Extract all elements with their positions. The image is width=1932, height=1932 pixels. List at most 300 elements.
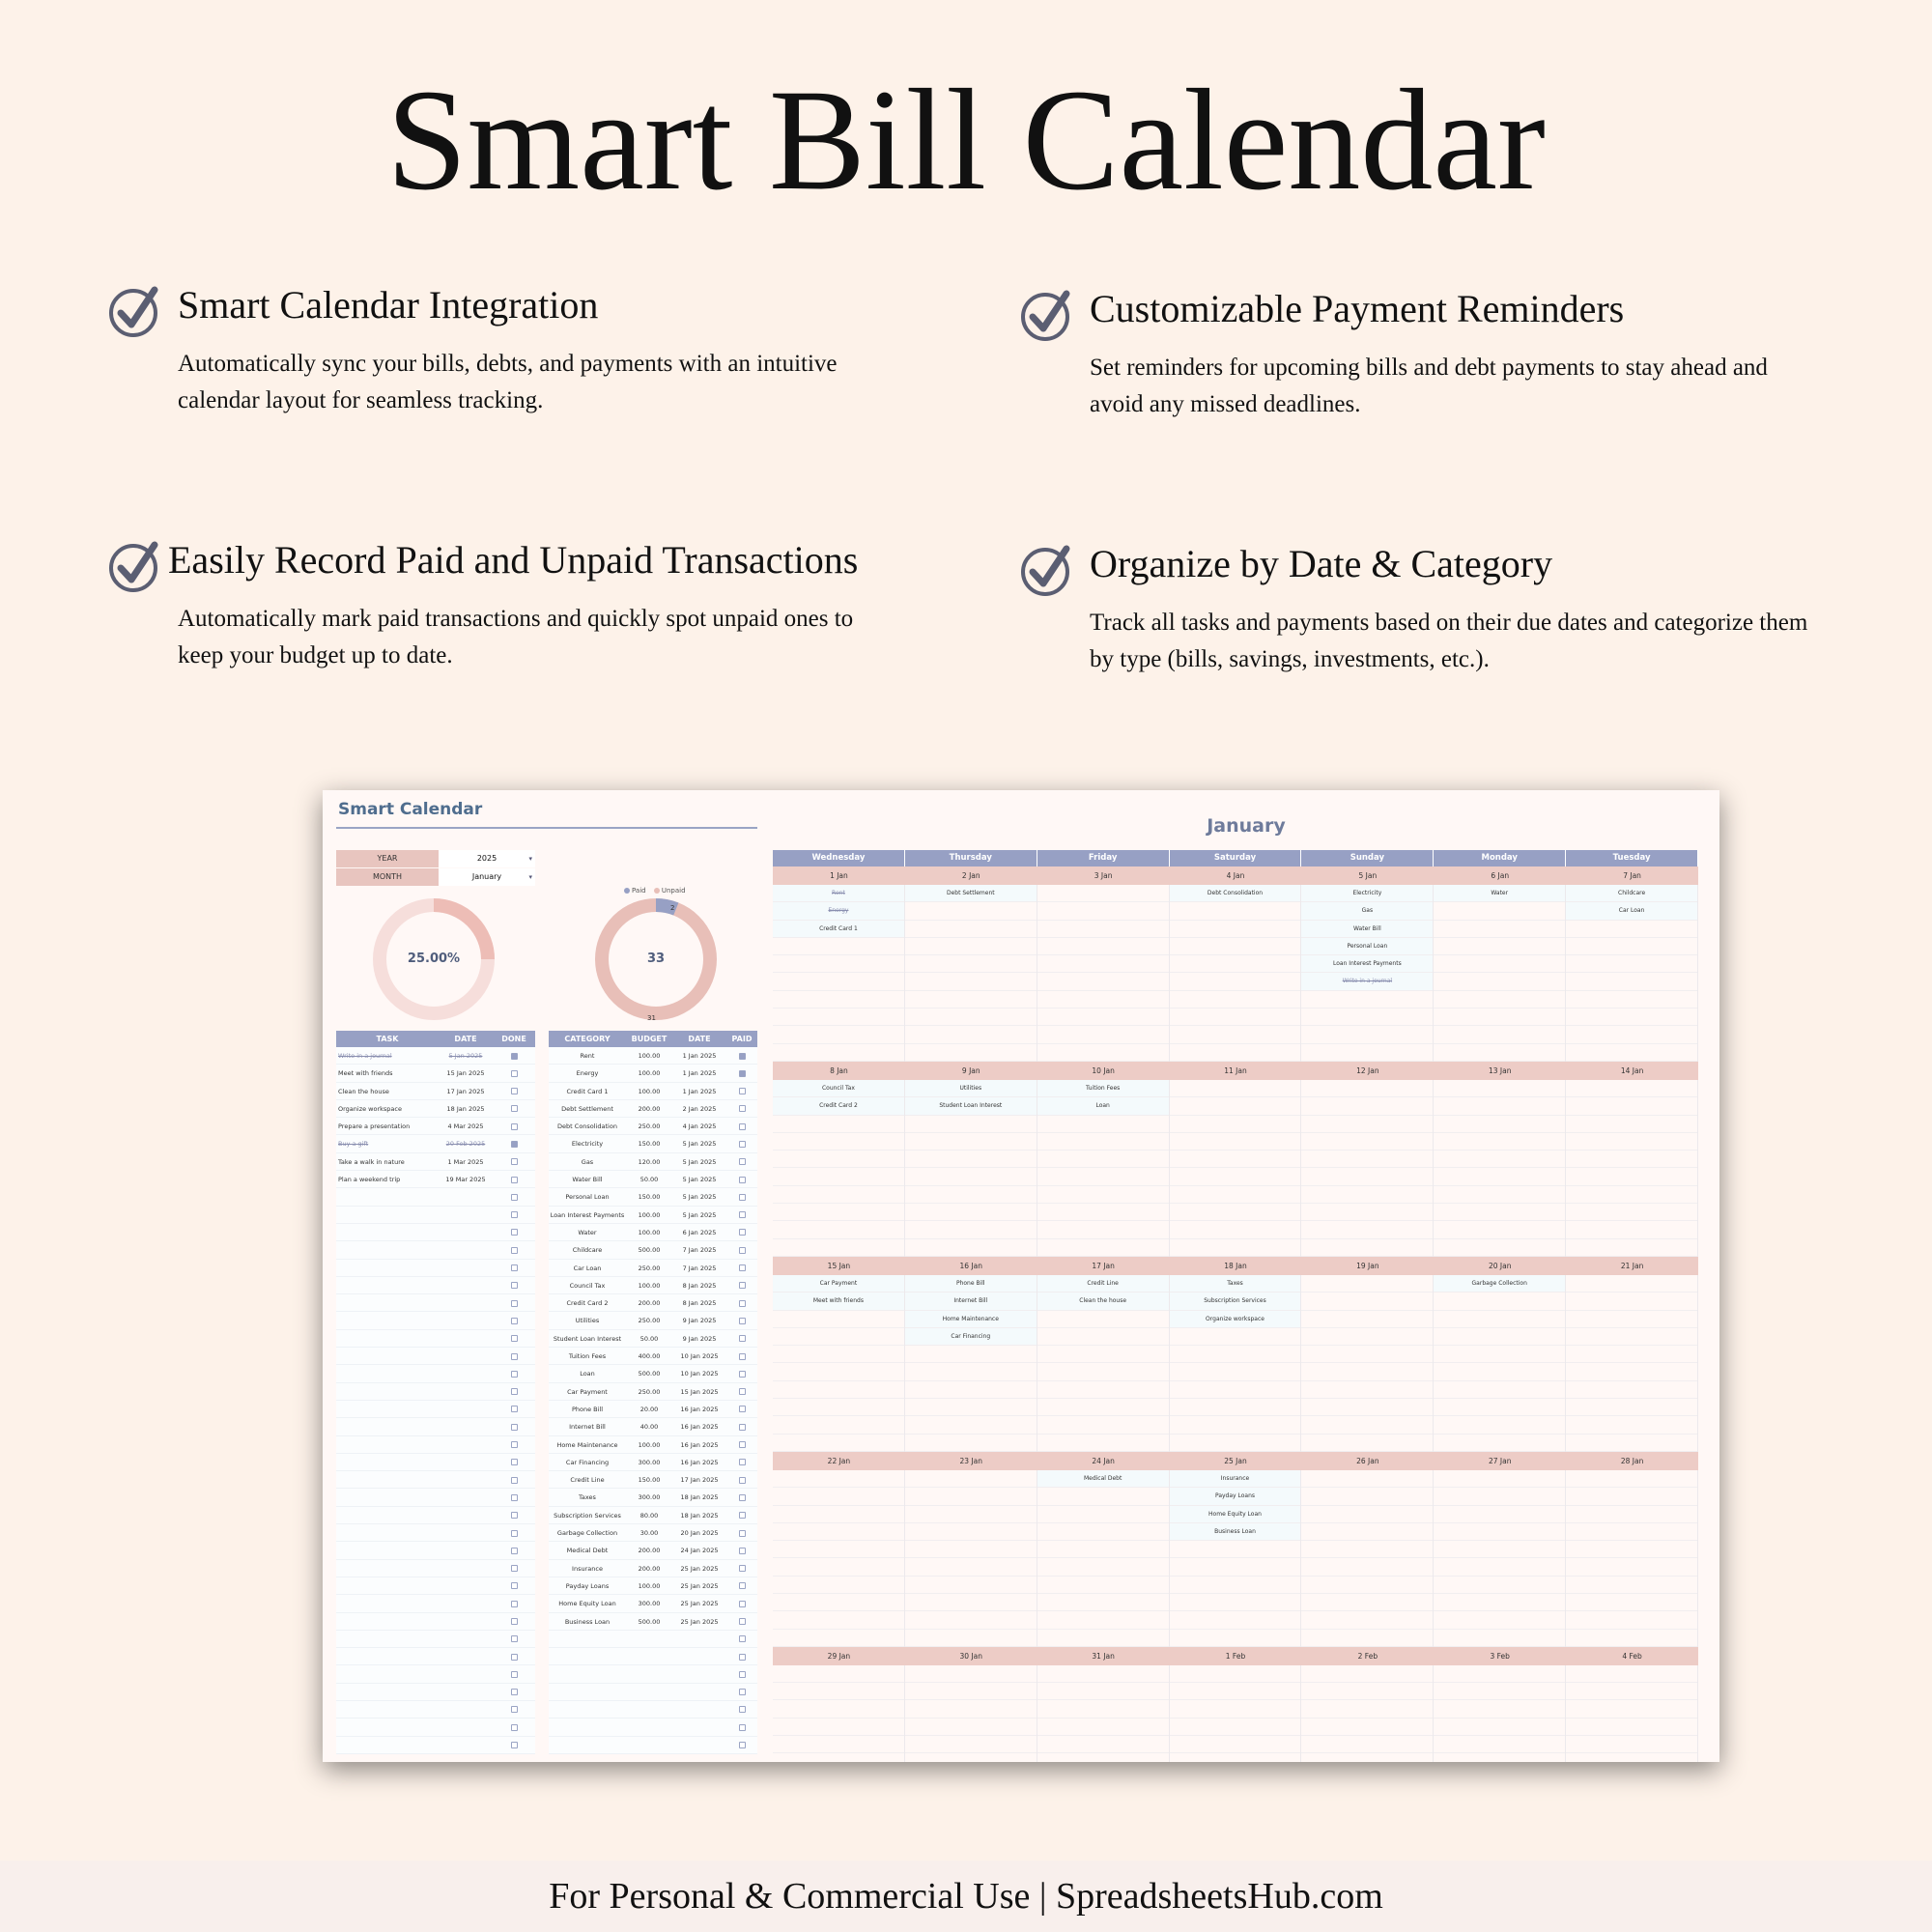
paid-checkbox[interactable] (739, 1388, 746, 1395)
calendar-cell[interactable] (1434, 1577, 1565, 1594)
calendar-cell[interactable] (1434, 1363, 1565, 1380)
calendar-cell[interactable] (1434, 1558, 1565, 1576)
calendar-entry[interactable]: Rent (773, 885, 904, 902)
paid-checkbox[interactable] (739, 1177, 746, 1183)
calendar-cell[interactable] (1037, 1133, 1169, 1151)
calendar-cell[interactable] (1037, 938, 1169, 955)
calendar-cell[interactable] (1170, 1204, 1301, 1221)
calendar-cell[interactable] (1566, 1416, 1697, 1434)
calendar-cell[interactable] (1037, 1311, 1169, 1328)
done-checkbox[interactable] (511, 1194, 518, 1201)
paid-checkbox[interactable] (739, 1123, 746, 1130)
calendar-cell[interactable] (1434, 991, 1565, 1009)
calendar-cell[interactable] (773, 1186, 904, 1204)
paid-checkbox[interactable] (739, 1105, 746, 1112)
calendar-cell[interactable] (1566, 1523, 1697, 1541)
calendar-cell[interactable] (1037, 1151, 1169, 1168)
calendar-cell[interactable] (1301, 1577, 1433, 1594)
calendar-cell[interactable] (905, 1665, 1037, 1683)
calendar-cell[interactable] (773, 1026, 904, 1043)
done-checkbox[interactable] (511, 1211, 518, 1218)
calendar-cell[interactable] (773, 1044, 904, 1062)
calendar-cell[interactable] (1566, 1700, 1697, 1718)
calendar-entry[interactable]: Business Loan (1170, 1523, 1301, 1541)
calendar-cell[interactable] (1566, 1328, 1697, 1346)
calendar-cell[interactable] (1170, 973, 1301, 990)
calendar-cell[interactable] (1170, 938, 1301, 955)
paid-checkbox[interactable] (739, 1654, 746, 1661)
calendar-cell[interactable] (905, 1381, 1037, 1399)
calendar-entry[interactable]: Payday Loans (1170, 1488, 1301, 1505)
done-checkbox[interactable] (511, 1388, 518, 1395)
calendar-cell[interactable] (1434, 1665, 1565, 1683)
calendar-cell[interactable] (773, 1523, 904, 1541)
calendar-cell[interactable] (905, 973, 1037, 990)
paid-checkbox[interactable] (739, 1053, 746, 1060)
calendar-cell[interactable] (1434, 1594, 1565, 1611)
calendar-cell[interactable] (1301, 1719, 1433, 1736)
year-dropdown[interactable]: 2025 ▾ (439, 850, 535, 867)
calendar-cell[interactable] (1434, 973, 1565, 990)
calendar-cell[interactable] (905, 1044, 1037, 1062)
calendar-cell[interactable] (1037, 1488, 1169, 1505)
calendar-cell[interactable] (1434, 1221, 1565, 1238)
calendar-cell[interactable] (1301, 1399, 1433, 1416)
paid-checkbox[interactable] (739, 1441, 746, 1448)
calendar-cell[interactable] (1566, 1665, 1697, 1683)
calendar-cell[interactable] (1037, 1541, 1169, 1558)
calendar-cell[interactable] (1170, 991, 1301, 1009)
calendar-entry[interactable]: Meet with friends (773, 1293, 904, 1310)
calendar-cell[interactable] (1301, 1558, 1433, 1576)
calendar-cell[interactable] (1037, 1719, 1169, 1736)
calendar-cell[interactable] (1301, 1221, 1433, 1238)
paid-checkbox[interactable] (739, 1406, 746, 1412)
calendar-cell[interactable] (1170, 1665, 1301, 1683)
calendar-cell[interactable] (1566, 1133, 1697, 1151)
calendar-cell[interactable] (1566, 955, 1697, 973)
done-checkbox[interactable] (511, 1618, 518, 1625)
calendar-cell[interactable] (1037, 1186, 1169, 1204)
calendar-cell[interactable] (1434, 902, 1565, 920)
calendar-cell[interactable] (905, 1753, 1037, 1762)
calendar-cell[interactable] (773, 1541, 904, 1558)
calendar-entry[interactable]: Debt Consolidation (1170, 885, 1301, 902)
done-checkbox[interactable] (511, 1477, 518, 1484)
calendar-cell[interactable] (1434, 1470, 1565, 1488)
calendar-cell[interactable] (1037, 1700, 1169, 1718)
calendar-entry[interactable]: Car Financing (905, 1328, 1037, 1346)
calendar-cell[interactable] (1566, 1736, 1697, 1753)
calendar-entry[interactable]: Internet Bill (905, 1293, 1037, 1310)
paid-checkbox[interactable] (739, 1300, 746, 1307)
calendar-cell[interactable] (1301, 1328, 1433, 1346)
paid-checkbox[interactable] (739, 1353, 746, 1360)
calendar-cell[interactable] (1566, 1116, 1697, 1133)
calendar-cell[interactable] (1434, 1541, 1565, 1558)
calendar-cell[interactable] (1434, 1239, 1565, 1257)
calendar-cell[interactable] (1566, 1488, 1697, 1505)
calendar-cell[interactable] (1170, 1541, 1301, 1558)
calendar-cell[interactable] (773, 1719, 904, 1736)
calendar-cell[interactable] (1434, 1080, 1565, 1097)
calendar-cell[interactable] (1301, 1239, 1433, 1257)
calendar-entry[interactable]: Loan Interest Payments (1301, 955, 1433, 973)
paid-checkbox[interactable] (739, 1229, 746, 1236)
calendar-cell[interactable] (905, 955, 1037, 973)
calendar-cell[interactable] (905, 1523, 1037, 1541)
calendar-cell[interactable] (1301, 1026, 1433, 1043)
calendar-cell[interactable] (1301, 1044, 1433, 1062)
calendar-cell[interactable] (1170, 1577, 1301, 1594)
calendar-cell[interactable] (905, 1611, 1037, 1629)
calendar-cell[interactable] (1434, 1151, 1565, 1168)
calendar-cell[interactable] (773, 1558, 904, 1576)
calendar-cell[interactable] (773, 1435, 904, 1452)
calendar-cell[interactable] (905, 1221, 1037, 1238)
calendar-cell[interactable] (773, 1416, 904, 1434)
calendar-cell[interactable] (773, 1594, 904, 1611)
paid-checkbox[interactable] (739, 1194, 746, 1201)
calendar-cell[interactable] (773, 1683, 904, 1700)
paid-checkbox[interactable] (739, 1211, 746, 1218)
calendar-cell[interactable] (905, 1346, 1037, 1363)
calendar-cell[interactable] (1566, 921, 1697, 938)
calendar-cell[interactable] (1170, 1611, 1301, 1629)
calendar-cell[interactable] (1037, 1026, 1169, 1043)
calendar-cell[interactable] (773, 1665, 904, 1683)
done-checkbox[interactable] (511, 1053, 518, 1060)
paid-checkbox[interactable] (739, 1742, 746, 1748)
calendar-cell[interactable] (1037, 1753, 1169, 1762)
done-checkbox[interactable] (511, 1635, 518, 1642)
paid-checkbox[interactable] (739, 1582, 746, 1589)
done-checkbox[interactable] (511, 1141, 518, 1148)
calendar-cell[interactable] (1037, 973, 1169, 990)
done-checkbox[interactable] (511, 1318, 518, 1324)
calendar-cell[interactable] (1566, 1097, 1697, 1115)
calendar-cell[interactable] (1566, 1594, 1697, 1611)
calendar-cell[interactable] (1170, 1133, 1301, 1151)
calendar-entry[interactable]: Utilities (905, 1080, 1037, 1097)
calendar-entry[interactable]: Clean the house (1037, 1293, 1169, 1310)
paid-checkbox[interactable] (739, 1158, 746, 1165)
calendar-cell[interactable] (1037, 902, 1169, 920)
calendar-cell[interactable] (905, 1435, 1037, 1452)
calendar-cell[interactable] (1170, 1044, 1301, 1062)
calendar-cell[interactable] (905, 1239, 1037, 1257)
calendar-cell[interactable] (1566, 1363, 1697, 1380)
calendar-entry[interactable]: Childcare (1566, 885, 1697, 902)
calendar-cell[interactable] (1170, 902, 1301, 920)
calendar-cell[interactable] (1566, 973, 1697, 990)
calendar-cell[interactable] (1037, 1239, 1169, 1257)
calendar-cell[interactable] (1170, 1328, 1301, 1346)
calendar-cell[interactable] (1301, 1186, 1433, 1204)
calendar-cell[interactable] (1434, 1719, 1565, 1736)
calendar-cell[interactable] (1037, 1736, 1169, 1753)
calendar-cell[interactable] (905, 921, 1037, 938)
calendar-cell[interactable] (1301, 991, 1433, 1009)
calendar-cell[interactable] (1566, 1009, 1697, 1026)
calendar-cell[interactable] (905, 1133, 1037, 1151)
calendar-entry[interactable]: Medical Debt (1037, 1470, 1169, 1488)
done-checkbox[interactable] (511, 1177, 518, 1183)
calendar-cell[interactable] (1037, 885, 1169, 902)
calendar-cell[interactable] (773, 1346, 904, 1363)
calendar-cell[interactable] (1037, 1399, 1169, 1416)
paid-checkbox[interactable] (739, 1724, 746, 1731)
done-checkbox[interactable] (511, 1441, 518, 1448)
paid-checkbox[interactable] (739, 1424, 746, 1431)
calendar-cell[interactable] (1170, 1151, 1301, 1168)
calendar-cell[interactable] (1301, 1204, 1433, 1221)
paid-checkbox[interactable] (739, 1282, 746, 1289)
done-checkbox[interactable] (511, 1300, 518, 1307)
calendar-cell[interactable] (1301, 1168, 1433, 1185)
done-checkbox[interactable] (511, 1459, 518, 1465)
calendar-cell[interactable] (1170, 1416, 1301, 1434)
calendar-cell[interactable] (1434, 1293, 1565, 1310)
calendar-cell[interactable] (1170, 1239, 1301, 1257)
done-checkbox[interactable] (511, 1689, 518, 1695)
calendar-cell[interactable] (1566, 1399, 1697, 1416)
calendar-cell[interactable] (1301, 1133, 1433, 1151)
paid-checkbox[interactable] (739, 1494, 746, 1501)
calendar-cell[interactable] (1434, 1133, 1565, 1151)
calendar-cell[interactable] (1301, 1435, 1433, 1452)
calendar-cell[interactable] (1037, 1381, 1169, 1399)
done-checkbox[interactable] (511, 1247, 518, 1254)
calendar-cell[interactable] (773, 1133, 904, 1151)
calendar-cell[interactable] (1170, 1719, 1301, 1736)
calendar-cell[interactable] (905, 1363, 1037, 1380)
calendar-cell[interactable] (773, 1630, 904, 1647)
calendar-cell[interactable] (1301, 1611, 1433, 1629)
calendar-cell[interactable] (773, 1611, 904, 1629)
calendar-cell[interactable] (773, 1009, 904, 1026)
calendar-cell[interactable] (1037, 1435, 1169, 1452)
calendar-cell[interactable] (773, 1328, 904, 1346)
paid-checkbox[interactable] (739, 1671, 746, 1678)
calendar-cell[interactable] (1301, 1116, 1433, 1133)
calendar-cell[interactable] (1037, 1523, 1169, 1541)
calendar-cell[interactable] (1434, 1753, 1565, 1762)
calendar-cell[interactable] (1434, 1116, 1565, 1133)
calendar-cell[interactable] (1301, 1311, 1433, 1328)
calendar-cell[interactable] (1301, 1363, 1433, 1380)
paid-checkbox[interactable] (739, 1371, 746, 1378)
done-checkbox[interactable] (511, 1335, 518, 1342)
calendar-cell[interactable] (1170, 1558, 1301, 1576)
calendar-entry[interactable]: Car Loan (1566, 902, 1697, 920)
calendar-cell[interactable] (1037, 1328, 1169, 1346)
calendar-cell[interactable] (1301, 1736, 1433, 1753)
paid-checkbox[interactable] (739, 1318, 746, 1324)
paid-checkbox[interactable] (739, 1706, 746, 1713)
calendar-cell[interactable] (773, 1311, 904, 1328)
calendar-cell[interactable] (773, 1399, 904, 1416)
calendar-cell[interactable] (773, 1381, 904, 1399)
calendar-entry[interactable]: Water Bill (1301, 921, 1433, 938)
calendar-cell[interactable] (1566, 1204, 1697, 1221)
calendar-cell[interactable] (905, 1026, 1037, 1043)
calendar-cell[interactable] (905, 1488, 1037, 1505)
calendar-entry[interactable]: Credit Card 1 (773, 921, 904, 938)
calendar-cell[interactable] (1301, 1151, 1433, 1168)
calendar-cell[interactable] (773, 1221, 904, 1238)
calendar-cell[interactable] (905, 1558, 1037, 1576)
calendar-cell[interactable] (1566, 1221, 1697, 1238)
calendar-cell[interactable] (1170, 1381, 1301, 1399)
done-checkbox[interactable] (511, 1724, 518, 1731)
calendar-cell[interactable] (1037, 1577, 1169, 1594)
done-checkbox[interactable] (511, 1088, 518, 1094)
calendar-entry[interactable]: Gas (1301, 902, 1433, 920)
calendar-cell[interactable] (773, 991, 904, 1009)
calendar-entry[interactable]: Subscription Services (1170, 1293, 1301, 1310)
calendar-entry[interactable]: Loan (1037, 1097, 1169, 1115)
calendar-cell[interactable] (1037, 1594, 1169, 1611)
paid-checkbox[interactable] (739, 1530, 746, 1537)
calendar-cell[interactable] (1434, 1168, 1565, 1185)
calendar-cell[interactable] (1037, 1204, 1169, 1221)
calendar-entry[interactable]: Water (1434, 885, 1565, 902)
calendar-entry[interactable]: Taxes (1170, 1275, 1301, 1293)
calendar-entry[interactable]: Student Loan Interest (905, 1097, 1037, 1115)
calendar-cell[interactable] (905, 902, 1037, 920)
calendar-cell[interactable] (1566, 1026, 1697, 1043)
paid-checkbox[interactable] (739, 1335, 746, 1342)
done-checkbox[interactable] (511, 1105, 518, 1112)
calendar-cell[interactable] (1170, 1026, 1301, 1043)
paid-checkbox[interactable] (739, 1459, 746, 1465)
calendar-cell[interactable] (1037, 1665, 1169, 1683)
calendar-cell[interactable] (1037, 1558, 1169, 1576)
calendar-cell[interactable] (1566, 1151, 1697, 1168)
calendar-cell[interactable] (1301, 1080, 1433, 1097)
calendar-cell[interactable] (1037, 1346, 1169, 1363)
paid-checkbox[interactable] (739, 1247, 746, 1254)
calendar-cell[interactable] (1434, 1630, 1565, 1647)
paid-checkbox[interactable] (739, 1512, 746, 1519)
calendar-cell[interactable] (905, 1399, 1037, 1416)
calendar-cell[interactable] (1434, 1736, 1565, 1753)
calendar-cell[interactable] (1037, 1683, 1169, 1700)
calendar-cell[interactable] (1434, 1506, 1565, 1523)
calendar-cell[interactable] (905, 1736, 1037, 1753)
calendar-cell[interactable] (1566, 1293, 1697, 1310)
calendar-cell[interactable] (1301, 1665, 1433, 1683)
paid-checkbox[interactable] (739, 1689, 746, 1695)
calendar-cell[interactable] (905, 1700, 1037, 1718)
calendar-cell[interactable] (1170, 1116, 1301, 1133)
calendar-cell[interactable] (1170, 1700, 1301, 1718)
calendar-cell[interactable] (1037, 1416, 1169, 1434)
calendar-cell[interactable] (1434, 1399, 1565, 1416)
calendar-entry[interactable]: Phone Bill (905, 1275, 1037, 1293)
calendar-cell[interactable] (1301, 1275, 1433, 1293)
calendar-cell[interactable] (1170, 1630, 1301, 1647)
calendar-cell[interactable] (1434, 1026, 1565, 1043)
calendar-entry[interactable]: Credit Card 2 (773, 1097, 904, 1115)
paid-checkbox[interactable] (739, 1264, 746, 1271)
done-checkbox[interactable] (511, 1671, 518, 1678)
calendar-cell[interactable] (1434, 1204, 1565, 1221)
calendar-entry[interactable]: Garbage Collection (1434, 1275, 1565, 1293)
calendar-entry[interactable]: Write in a journal (1301, 973, 1433, 990)
calendar-entry[interactable]: Car Payment (773, 1275, 904, 1293)
done-checkbox[interactable] (511, 1706, 518, 1713)
calendar-cell[interactable] (1301, 1523, 1433, 1541)
calendar-cell[interactable] (1037, 1044, 1169, 1062)
calendar-cell[interactable] (905, 1116, 1037, 1133)
calendar-cell[interactable] (1301, 1009, 1433, 1026)
calendar-cell[interactable] (1566, 1275, 1697, 1293)
calendar-cell[interactable] (1566, 1506, 1697, 1523)
calendar-cell[interactable] (1566, 1311, 1697, 1328)
calendar-cell[interactable] (1301, 1293, 1433, 1310)
calendar-cell[interactable] (1170, 1399, 1301, 1416)
calendar-cell[interactable] (773, 1151, 904, 1168)
calendar-cell[interactable] (1566, 1435, 1697, 1452)
calendar-cell[interactable] (1301, 1381, 1433, 1399)
done-checkbox[interactable] (511, 1229, 518, 1236)
calendar-cell[interactable] (773, 1700, 904, 1718)
calendar-cell[interactable] (1566, 1683, 1697, 1700)
paid-checkbox[interactable] (739, 1548, 746, 1554)
calendar-cell[interactable] (1037, 1506, 1169, 1523)
calendar-cell[interactable] (1170, 1594, 1301, 1611)
paid-checkbox[interactable] (739, 1477, 746, 1484)
calendar-cell[interactable] (1566, 938, 1697, 955)
done-checkbox[interactable] (511, 1282, 518, 1289)
calendar-cell[interactable] (905, 1416, 1037, 1434)
calendar-entry[interactable]: Credit Line (1037, 1275, 1169, 1293)
calendar-cell[interactable] (773, 1736, 904, 1753)
calendar-cell[interactable] (1301, 1506, 1433, 1523)
calendar-cell[interactable] (1301, 1097, 1433, 1115)
calendar-cell[interactable] (1037, 1221, 1169, 1238)
calendar-cell[interactable] (773, 1168, 904, 1185)
calendar-cell[interactable] (1301, 1416, 1433, 1434)
calendar-cell[interactable] (1301, 1630, 1433, 1647)
calendar-cell[interactable] (1301, 1488, 1433, 1505)
calendar-cell[interactable] (1037, 991, 1169, 1009)
calendar-cell[interactable] (1170, 1435, 1301, 1452)
calendar-cell[interactable] (1170, 955, 1301, 973)
done-checkbox[interactable] (511, 1548, 518, 1554)
done-checkbox[interactable] (511, 1565, 518, 1572)
calendar-cell[interactable] (1566, 1630, 1697, 1647)
calendar-cell[interactable] (1434, 1009, 1565, 1026)
paid-checkbox[interactable] (739, 1141, 746, 1148)
calendar-cell[interactable] (1566, 1186, 1697, 1204)
paid-checkbox[interactable] (739, 1088, 746, 1094)
calendar-cell[interactable] (1434, 1346, 1565, 1363)
calendar-entry[interactable]: Tuition Fees (1037, 1080, 1169, 1097)
calendar-cell[interactable] (1301, 1541, 1433, 1558)
calendar-cell[interactable] (1037, 921, 1169, 938)
calendar-cell[interactable] (1434, 1435, 1565, 1452)
calendar-cell[interactable] (1434, 1700, 1565, 1718)
calendar-cell[interactable] (1170, 1683, 1301, 1700)
calendar-cell[interactable] (1301, 1753, 1433, 1762)
calendar-cell[interactable] (1434, 1523, 1565, 1541)
calendar-cell[interactable] (773, 1506, 904, 1523)
done-checkbox[interactable] (511, 1601, 518, 1607)
calendar-cell[interactable] (1170, 1346, 1301, 1363)
